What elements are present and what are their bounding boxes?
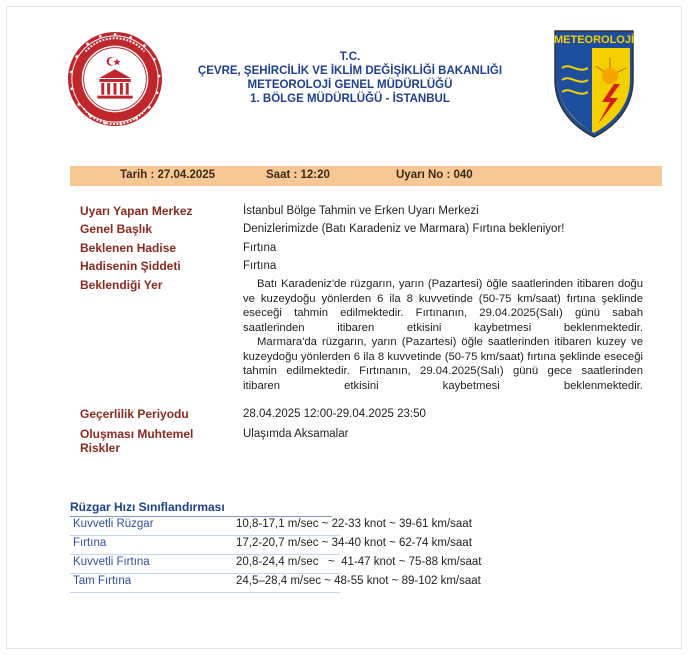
risk-label-line1: Oluşması Muhtemel <box>80 427 194 441</box>
wind-row-value: 17,2-20,7 m/sec ~ 34-40 knot ~ 62-74 km/saat <box>236 537 472 549</box>
wind-row-value: 20,8-24,4 m/sec ~ 41-47 knot ~ 75-88 km/saat <box>236 556 482 568</box>
warning-time: Saat : 12:20 <box>266 169 330 181</box>
wind-row <box>70 516 490 535</box>
wind-row-divider <box>70 592 340 593</box>
ministry-seal-icon <box>66 30 164 128</box>
header-line-ministry: ÇEVRE, ŞEHİRCİLİK VE İKLİM DEĞİŞİKLİĞİ BAKANLIĞI <box>197 65 503 77</box>
meteoroloji-logo-icon <box>552 28 636 140</box>
wind-row-label: Kuvvetli Fırtına <box>73 556 150 568</box>
wind-row-label: Fırtına <box>73 537 107 549</box>
severity-value: Fırtına <box>243 260 277 272</box>
title-value: Denizlerimizde (Batı Karadeniz ve Marmara) Fırtına bekleniyor! <box>243 223 565 235</box>
header-line-tc: T.C. <box>339 51 361 63</box>
warning-number: Uyarı No : 040 <box>396 169 473 181</box>
risk-label-line2: Riskler <box>80 441 121 455</box>
ministry-header <box>170 50 530 106</box>
wind-row <box>70 535 490 554</box>
title-label: Genel Başlık <box>80 222 153 236</box>
risk-label <box>80 427 193 455</box>
wind-row-label: Kuvvetli Rüzgar <box>73 518 154 530</box>
severity-label: Hadisenin Şiddeti <box>80 259 181 273</box>
header-line-regional: 1. BÖLGE MÜDÜRLÜĞÜ - İSTANBUL <box>250 93 450 105</box>
center-label: Uyarı Yapan Merkez <box>80 204 193 218</box>
logo-text: METEOROLOJİ <box>553 34 635 46</box>
karadeniz-text: Batı Karadeniz'de rüzgarın, yarın (Pazartesi) öğle saatlerinden itibaren doğu ve kuzeydoğu yönlerden 6 ila 8 kuvvetinde (50-75 km/saat) fırtına şeklinde eseceği tahmin edilmektedir. Fırtınanın, 29.04.2025(Salı) günü sabah saatlerinden itibaren etkisini kaybetmesi beklenmektedir. <box>243 278 643 334</box>
warning-info-bar <box>70 166 662 186</box>
place-paragraph-karadeniz <box>243 277 643 335</box>
event-label: Beklenen Hadise <box>80 241 177 255</box>
warning-date: Tarih : 27.04.2025 <box>120 169 216 181</box>
wind-classification-title: Rüzgar Hızı Sınıflandırması <box>70 500 225 514</box>
event-value: Fırtına <box>243 242 277 254</box>
wind-row-label: Tam Fırtına <box>73 575 132 587</box>
wind-row-value: 24,5–28,4 m/sec ~ 48-55 knot ~ 89-102 km/saat <box>236 575 481 587</box>
risk-value: Ulaşımda Aksamalar <box>243 428 349 440</box>
place-paragraph-marmara <box>243 335 643 393</box>
place-label: Beklendiği Yer <box>80 278 163 292</box>
validity-label: Geçerlilik Periyodu <box>80 407 189 421</box>
wind-row-value: 10,8-17,1 m/sec ~ 22-33 knot ~ 39-61 km/saat <box>236 518 472 530</box>
wind-row <box>70 573 490 592</box>
validity-value: 28.04.2025 12:00-29.04.2025 23:50 <box>243 408 426 420</box>
marmara-text: Marmara'da rüzgarın, yarın (Pazartesi) öğle saatlerinden itibaren kuzey ve kuzeydoğu yönlerden 6 ila 8 kuvvetinde (50-75 km/saat) fırtına şeklinde eseceği tahmin edilmektedir. Fırtınanın, 29.04.2025(Salı) günü gece saatlerinden itibaren etkisini kaybetmesi beklenmektedir. <box>243 336 643 392</box>
wind-row <box>70 554 490 573</box>
center-value: İstanbul Bölge Tahmin ve Erken Uyarı Merkezi <box>243 205 479 217</box>
header-line-directorate: METEOROLOJİ GENEL MÜDÜRLÜĞÜ <box>247 79 453 91</box>
